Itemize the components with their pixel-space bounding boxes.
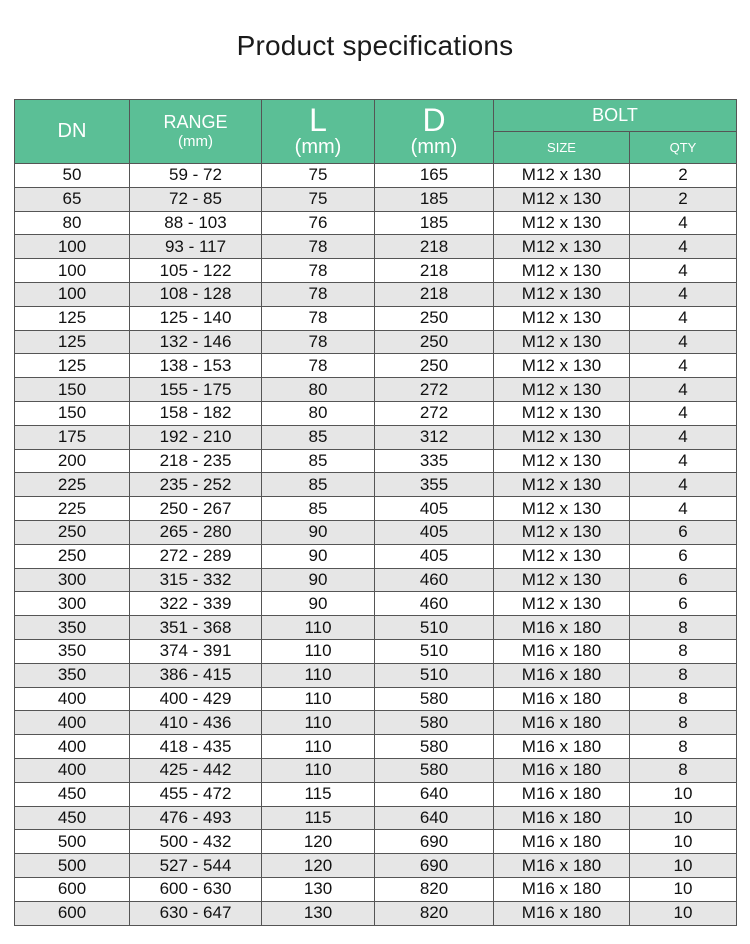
cell-l: 85 [262, 497, 375, 521]
cell-range: 138 - 153 [130, 354, 262, 378]
cell-range: 235 - 252 [130, 473, 262, 497]
cell-bolt-size: M16 x 180 [494, 901, 630, 925]
cell-d: 820 [375, 877, 494, 901]
cell-d: 185 [375, 187, 494, 211]
cell-bolt-size: M16 x 180 [494, 758, 630, 782]
cell-range: 155 - 175 [130, 378, 262, 402]
cell-bolt-size: M16 x 180 [494, 854, 630, 878]
table-row [15, 520, 737, 544]
cell-range: 218 - 235 [130, 449, 262, 473]
cell-bolt-qty: 8 [630, 735, 737, 759]
table-row [15, 497, 737, 521]
header-range [130, 100, 262, 164]
cell-d: 335 [375, 449, 494, 473]
cell-l: 120 [262, 854, 375, 878]
cell-d: 510 [375, 663, 494, 687]
cell-d: 218 [375, 259, 494, 283]
header-bolt-qty: QTY [630, 132, 737, 164]
table-row [15, 306, 737, 330]
cell-dn: 65 [15, 187, 130, 211]
cell-bolt-size: M16 x 180 [494, 782, 630, 806]
cell-dn: 400 [15, 758, 130, 782]
cell-d: 405 [375, 497, 494, 521]
cell-range: 105 - 122 [130, 259, 262, 283]
cell-dn: 50 [15, 164, 130, 188]
cell-dn: 450 [15, 782, 130, 806]
cell-d: 250 [375, 354, 494, 378]
cell-dn: 350 [15, 639, 130, 663]
cell-bolt-qty: 8 [630, 687, 737, 711]
spec-table [14, 99, 737, 926]
cell-l: 75 [262, 164, 375, 188]
cell-bolt-size: M12 x 130 [494, 592, 630, 616]
cell-bolt-size: M16 x 180 [494, 735, 630, 759]
header-l-unit: (mm) [294, 135, 342, 158]
cell-range: 351 - 368 [130, 616, 262, 640]
cell-dn: 125 [15, 306, 130, 330]
cell-range: 59 - 72 [130, 164, 262, 188]
table-row [15, 854, 737, 878]
cell-bolt-size: M12 x 130 [494, 425, 630, 449]
cell-d: 580 [375, 735, 494, 759]
cell-bolt-size: M16 x 180 [494, 616, 630, 640]
cell-bolt-qty: 6 [630, 592, 737, 616]
cell-dn: 400 [15, 735, 130, 759]
table-row [15, 877, 737, 901]
page-title: Product specifications [236, 30, 514, 61]
table-row [15, 330, 737, 354]
cell-dn: 175 [15, 425, 130, 449]
header-l-label: L [309, 101, 327, 138]
cell-bolt-qty: 4 [630, 282, 737, 306]
table-row [15, 687, 737, 711]
cell-l: 110 [262, 663, 375, 687]
cell-l: 85 [262, 449, 375, 473]
table-body [15, 164, 737, 926]
cell-range: 125 - 140 [130, 306, 262, 330]
table-row [15, 758, 737, 782]
cell-l: 78 [262, 235, 375, 259]
cell-dn: 225 [15, 473, 130, 497]
cell-range: 425 - 442 [130, 758, 262, 782]
cell-bolt-size: M12 x 130 [494, 520, 630, 544]
cell-d: 272 [375, 401, 494, 425]
cell-dn: 400 [15, 711, 130, 735]
cell-bolt-size: M12 x 130 [494, 259, 630, 283]
cell-l: 110 [262, 735, 375, 759]
table-row [15, 425, 737, 449]
cell-bolt-qty: 8 [630, 711, 737, 735]
cell-dn: 350 [15, 616, 130, 640]
cell-range: 108 - 128 [130, 282, 262, 306]
cell-dn: 600 [15, 901, 130, 925]
cell-range: 418 - 435 [130, 735, 262, 759]
header-d [375, 100, 494, 164]
cell-bolt-size: M12 x 130 [494, 187, 630, 211]
cell-bolt-size: M16 x 180 [494, 830, 630, 854]
cell-d: 580 [375, 687, 494, 711]
cell-d: 250 [375, 330, 494, 354]
cell-bolt-size: M12 x 130 [494, 449, 630, 473]
cell-bolt-size: M16 x 180 [494, 877, 630, 901]
cell-dn: 125 [15, 330, 130, 354]
cell-bolt-size: M12 x 130 [494, 282, 630, 306]
table-row [15, 901, 737, 925]
header-d-unit: (mm) [410, 135, 458, 158]
cell-bolt-qty: 6 [630, 544, 737, 568]
cell-d: 460 [375, 592, 494, 616]
table-row [15, 735, 737, 759]
table-row [15, 568, 737, 592]
cell-l: 110 [262, 687, 375, 711]
cell-l: 90 [262, 592, 375, 616]
header-range-unit: (mm) [178, 132, 213, 150]
cell-d: 312 [375, 425, 494, 449]
table-row [15, 378, 737, 402]
cell-d: 820 [375, 901, 494, 925]
cell-bolt-qty: 10 [630, 806, 737, 830]
cell-range: 93 - 117 [130, 235, 262, 259]
cell-range: 500 - 432 [130, 830, 262, 854]
table-row [15, 639, 737, 663]
cell-dn: 350 [15, 663, 130, 687]
cell-bolt-qty: 8 [630, 639, 737, 663]
cell-l: 130 [262, 901, 375, 925]
cell-dn: 450 [15, 806, 130, 830]
cell-range: 630 - 647 [130, 901, 262, 925]
cell-bolt-size: M16 x 180 [494, 663, 630, 687]
header-range-label: RANGE [163, 111, 228, 132]
cell-d: 580 [375, 758, 494, 782]
cell-bolt-qty: 4 [630, 330, 737, 354]
cell-dn: 125 [15, 354, 130, 378]
cell-d: 165 [375, 164, 494, 188]
cell-bolt-qty: 8 [630, 758, 737, 782]
cell-range: 386 - 415 [130, 663, 262, 687]
header-bolt-size: SIZE [494, 132, 630, 164]
cell-dn: 500 [15, 830, 130, 854]
cell-bolt-qty: 2 [630, 164, 737, 188]
cell-l: 90 [262, 544, 375, 568]
cell-bolt-qty: 4 [630, 259, 737, 283]
cell-dn: 300 [15, 568, 130, 592]
table-row [15, 473, 737, 497]
table-row [15, 164, 737, 188]
cell-l: 78 [262, 282, 375, 306]
cell-dn: 100 [15, 259, 130, 283]
cell-dn: 150 [15, 401, 130, 425]
cell-bolt-size: M16 x 180 [494, 687, 630, 711]
cell-range: 72 - 85 [130, 187, 262, 211]
cell-l: 75 [262, 187, 375, 211]
cell-d: 640 [375, 806, 494, 830]
cell-bolt-size: M16 x 180 [494, 639, 630, 663]
cell-bolt-qty: 4 [630, 354, 737, 378]
cell-bolt-size: M12 x 130 [494, 211, 630, 235]
cell-bolt-size: M12 x 130 [494, 568, 630, 592]
cell-range: 410 - 436 [130, 711, 262, 735]
cell-bolt-qty: 4 [630, 401, 737, 425]
table-row [15, 592, 737, 616]
cell-range: 250 - 267 [130, 497, 262, 521]
cell-d: 272 [375, 378, 494, 402]
cell-d: 405 [375, 520, 494, 544]
cell-d: 690 [375, 854, 494, 878]
cell-bolt-size: M16 x 180 [494, 806, 630, 830]
cell-range: 527 - 544 [130, 854, 262, 878]
cell-range: 272 - 289 [130, 544, 262, 568]
table-row [15, 782, 737, 806]
table-row [15, 187, 737, 211]
cell-l: 130 [262, 877, 375, 901]
table-row [15, 211, 737, 235]
header-d-label: D [422, 101, 446, 138]
table-row [15, 235, 737, 259]
cell-dn: 400 [15, 687, 130, 711]
table-row [15, 354, 737, 378]
cell-bolt-size: M12 x 130 [494, 354, 630, 378]
cell-bolt-size: M12 x 130 [494, 473, 630, 497]
cell-l: 78 [262, 354, 375, 378]
cell-bolt-size: M12 x 130 [494, 235, 630, 259]
table-row [15, 663, 737, 687]
cell-bolt-size: M12 x 130 [494, 497, 630, 521]
cell-bolt-qty: 6 [630, 568, 737, 592]
cell-range: 315 - 332 [130, 568, 262, 592]
cell-l: 85 [262, 473, 375, 497]
cell-l: 76 [262, 211, 375, 235]
cell-bolt-qty: 6 [630, 520, 737, 544]
cell-dn: 500 [15, 854, 130, 878]
cell-dn: 600 [15, 877, 130, 901]
table-row [15, 616, 737, 640]
cell-l: 78 [262, 306, 375, 330]
cell-bolt-size: M12 x 130 [494, 306, 630, 330]
cell-l: 120 [262, 830, 375, 854]
cell-dn: 300 [15, 592, 130, 616]
cell-bolt-qty: 10 [630, 782, 737, 806]
cell-range: 192 - 210 [130, 425, 262, 449]
cell-bolt-qty: 4 [630, 497, 737, 521]
cell-dn: 100 [15, 282, 130, 306]
cell-l: 110 [262, 616, 375, 640]
cell-bolt-size: M12 x 130 [494, 164, 630, 188]
cell-dn: 80 [15, 211, 130, 235]
table-row [15, 259, 737, 283]
table-row [15, 830, 737, 854]
cell-bolt-qty: 4 [630, 449, 737, 473]
cell-d: 355 [375, 473, 494, 497]
cell-d: 580 [375, 711, 494, 735]
cell-range: 455 - 472 [130, 782, 262, 806]
cell-bolt-qty: 8 [630, 616, 737, 640]
cell-bolt-qty: 4 [630, 378, 737, 402]
cell-d: 250 [375, 306, 494, 330]
cell-bolt-size: M16 x 180 [494, 711, 630, 735]
cell-bolt-size: M12 x 130 [494, 544, 630, 568]
table-row [15, 711, 737, 735]
cell-dn: 150 [15, 378, 130, 402]
cell-dn: 100 [15, 235, 130, 259]
table-row [15, 282, 737, 306]
table-row [15, 806, 737, 830]
cell-range: 322 - 339 [130, 592, 262, 616]
cell-bolt-size: M12 x 130 [494, 401, 630, 425]
cell-bolt-qty: 2 [630, 187, 737, 211]
table-row [15, 544, 737, 568]
cell-l: 110 [262, 639, 375, 663]
cell-l: 110 [262, 758, 375, 782]
cell-l: 85 [262, 425, 375, 449]
cell-range: 265 - 280 [130, 520, 262, 544]
table-row [15, 449, 737, 473]
cell-d: 510 [375, 616, 494, 640]
cell-l: 90 [262, 568, 375, 592]
cell-l: 115 [262, 806, 375, 830]
cell-bolt-qty: 4 [630, 211, 737, 235]
header-bolt: BOLT [494, 100, 737, 132]
cell-d: 460 [375, 568, 494, 592]
cell-l: 78 [262, 259, 375, 283]
cell-range: 88 - 103 [130, 211, 262, 235]
cell-bolt-qty: 4 [630, 235, 737, 259]
cell-d: 218 [375, 282, 494, 306]
cell-l: 78 [262, 330, 375, 354]
table-header [15, 100, 737, 164]
cell-dn: 250 [15, 520, 130, 544]
cell-d: 218 [375, 235, 494, 259]
cell-range: 374 - 391 [130, 639, 262, 663]
cell-bolt-qty: 10 [630, 830, 737, 854]
cell-range: 476 - 493 [130, 806, 262, 830]
cell-bolt-qty: 10 [630, 901, 737, 925]
cell-dn: 250 [15, 544, 130, 568]
cell-l: 80 [262, 378, 375, 402]
cell-dn: 200 [15, 449, 130, 473]
cell-l: 90 [262, 520, 375, 544]
cell-bolt-qty: 10 [630, 854, 737, 878]
cell-bolt-qty: 4 [630, 306, 737, 330]
cell-dn: 225 [15, 497, 130, 521]
cell-l: 80 [262, 401, 375, 425]
cell-range: 600 - 630 [130, 877, 262, 901]
cell-bolt-qty: 10 [630, 877, 737, 901]
cell-bolt-qty: 4 [630, 473, 737, 497]
cell-d: 405 [375, 544, 494, 568]
cell-l: 110 [262, 711, 375, 735]
cell-d: 690 [375, 830, 494, 854]
cell-bolt-qty: 8 [630, 663, 737, 687]
cell-l: 115 [262, 782, 375, 806]
cell-range: 158 - 182 [130, 401, 262, 425]
cell-bolt-size: M12 x 130 [494, 378, 630, 402]
header-l [262, 100, 375, 164]
header-dn: DN [15, 100, 130, 164]
cell-d: 640 [375, 782, 494, 806]
cell-bolt-size: M12 x 130 [494, 330, 630, 354]
cell-d: 185 [375, 211, 494, 235]
cell-range: 400 - 429 [130, 687, 262, 711]
cell-bolt-qty: 4 [630, 425, 737, 449]
table-row [15, 401, 737, 425]
cell-d: 510 [375, 639, 494, 663]
cell-range: 132 - 146 [130, 330, 262, 354]
